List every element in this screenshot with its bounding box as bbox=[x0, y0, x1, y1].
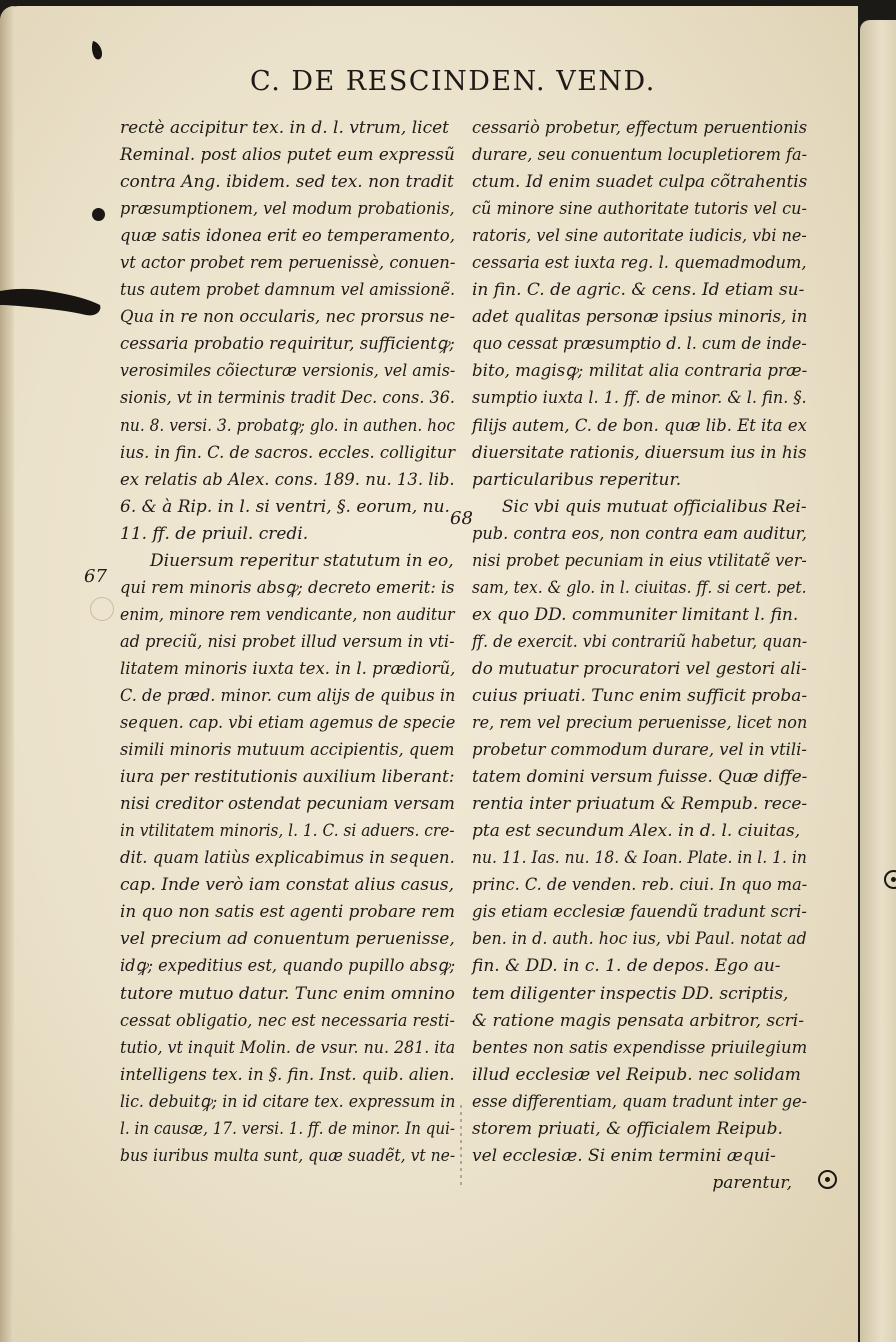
text-line: nisi creditor ostendat pecuniam versam bbox=[120, 794, 455, 815]
text-line: ex quo DD. communiter limitant l. fin. bbox=[472, 604, 799, 625]
paragraph-start-line: Diuersum reperitur statutum in eo, bbox=[150, 550, 454, 571]
text-line: ctum. Id enim suadet culpa cõtrahentis bbox=[472, 172, 808, 193]
left-text-column bbox=[120, 115, 455, 1170]
text-line: bentes non satis expendisse priuilegium bbox=[472, 1037, 808, 1058]
text-line: diuersitate rationis, diuersum ius in his bbox=[472, 442, 807, 463]
text-line: vt actor probet rem peruenissè, conuen- bbox=[120, 253, 456, 274]
text-line: qui rem minoris absꝙ; decreto emerit: is bbox=[120, 577, 455, 598]
text-line: vel ecclesiæ. Si enim termini æqui- bbox=[472, 1145, 776, 1166]
text-line: ff. de exercit. vbi contrariũ habetur, quan- bbox=[472, 631, 808, 652]
text-line: adet qualitas personæ ipsius minoris, in bbox=[472, 307, 808, 328]
text-line: iura per restitutionis auxilium liberant: bbox=[120, 767, 455, 788]
text-line: dit. quam latiùs explicabimus in sequen. bbox=[120, 848, 455, 869]
text-line: nu. 11. Ias. nu. 18. & Ioan. Plate. in l. 1. in bbox=[472, 848, 807, 869]
catchword: parentur, bbox=[712, 1172, 792, 1193]
text-line: ex relatis ab Alex. cons. 189. nu. 13. lib. bbox=[120, 469, 455, 490]
text-line: esse differentiam, quam tradunt inter ge- bbox=[472, 1091, 807, 1112]
pencil-bracket-mark bbox=[458, 1105, 464, 1185]
text-line: gis etiam ecclesiæ fauendũ tradunt scri- bbox=[472, 902, 807, 923]
text-line: ben. in d. auth. hoc ius, vbi Paul. notat ad bbox=[472, 929, 807, 950]
margin-number-68: 68 bbox=[450, 508, 473, 529]
text-line: Reminal. post alios putet eum expressũ bbox=[120, 145, 455, 166]
text-line: ad preciũ, nisi probet illud versum in vti- bbox=[120, 631, 455, 652]
text-line: cap. Inde verò iam constat alius casus, bbox=[120, 875, 455, 896]
right-text-column bbox=[472, 115, 807, 1197]
text-line: lic. debuitꝙ; in id citare tex. expressum in bbox=[120, 1091, 456, 1112]
text-line: & ratione magis pensata arbitror, scri- bbox=[472, 1010, 804, 1031]
faint-ring-mark bbox=[90, 597, 114, 621]
text-line: filijs autem, C. de bon. quæ lib. Et ita ex bbox=[472, 415, 807, 436]
text-line: tus autem probet damnum vel amissionẽ. bbox=[120, 280, 456, 301]
running-head: C. DE RESCINDEN. VEND. bbox=[250, 66, 656, 97]
text-line: rentia inter priuatum & Rempub. rece- bbox=[472, 794, 808, 815]
text-line: Qua in re non occularis, nec prorsus ne- bbox=[120, 307, 456, 328]
text-line: contra Ang. ibidem. sed tex. non tradit bbox=[120, 172, 454, 193]
text-line: in vtilitatem minoris, l. 1. C. si aduers. cre- bbox=[120, 821, 455, 842]
ink-blot-mark bbox=[90, 40, 104, 62]
text-line: tutio, vt inquit Molin. de vsur. nu. 281. ita bbox=[120, 1037, 456, 1058]
text-line: verosimiles cõiecturæ versionis, vel amis- bbox=[120, 361, 456, 382]
text-line: præsumptionem, vel modum probationis, bbox=[120, 199, 455, 220]
text-line: quo cessat præsumptio d. l. cum de inde- bbox=[472, 334, 807, 355]
text-line: sumptio iuxta l. 1. ff. de minor. & l. fin. §. bbox=[472, 388, 807, 409]
text-line: fin. & DD. in c. 1. de depos. Ego au- bbox=[472, 956, 781, 977]
text-line: quæ satis idonea erit eo temperamento, bbox=[120, 226, 455, 247]
margin-bullet-mark bbox=[92, 208, 105, 221]
text-line: 11. ff. de priuil. credi. bbox=[120, 523, 309, 544]
text-line: tutore mutuo datur. Tunc enim omnino bbox=[120, 983, 455, 1004]
text-line: probetur commodum durare, vel in vtili- bbox=[472, 740, 807, 761]
text-line: cũ minore sine authoritate tutoris vel cu- bbox=[472, 199, 807, 220]
text-line: tem diligenter inspectis DD. scriptis, bbox=[472, 983, 789, 1004]
text-line: sam, tex. & glo. in l. ciuitas. ff. si cert. pet. bbox=[472, 577, 807, 598]
text-line: bus iuribus multa sunt, quæ suadẽt, vt ne- bbox=[120, 1145, 456, 1166]
text-line: vel precium ad conuentum peruenisse, bbox=[120, 929, 455, 950]
text-line: cuius priuati. Tunc enim sufficit proba- bbox=[472, 685, 808, 706]
text-line: cessaria est iuxta reg. l. quemadmodum, bbox=[472, 253, 807, 274]
facing-page-edge bbox=[860, 20, 896, 1342]
text-line: cessaria probatio requiritur, sufficientꝙ; bbox=[120, 334, 455, 355]
text-line: l. in causæ, 17. versi. 1. ff. de minor. In qui- bbox=[120, 1118, 456, 1139]
ink-stain-mark bbox=[0, 283, 102, 321]
text-line: nisi probet pecuniam in eius vtilitatẽ ver- bbox=[472, 550, 807, 571]
text-line: cessariò probetur, effectum peruentionis bbox=[472, 118, 808, 138]
text-line: enim, minore rem vendicante, non auditur bbox=[120, 604, 455, 625]
text-line: tatem domini versum fuisse. Quæ diffe- bbox=[472, 767, 808, 788]
text-line: do mutuatur procuratori vel gestori ali- bbox=[472, 658, 807, 679]
text-line: ratoris, vel sine autoritate iudicis, vbi ne- bbox=[472, 226, 807, 247]
text-line: ius. in fin. C. de sacros. eccles. colligitur bbox=[120, 442, 456, 463]
text-line: illud ecclesiæ vel Reipub. nec solidam bbox=[472, 1064, 801, 1085]
text-line: simili minoris mutuum accipientis, quem bbox=[120, 740, 455, 761]
text-line: particularibus reperitur. bbox=[472, 469, 682, 490]
text-line: durare, seu conuentum locupletiorem fa- bbox=[472, 145, 808, 166]
text-line: C. de præd. minor. cum alijs de quibus in bbox=[120, 685, 456, 706]
text-line: in fin. C. de agric. & cens. Id etiam su- bbox=[472, 280, 805, 301]
text-line: sionis, vt in terminis tradit Dec. cons. 36. bbox=[120, 388, 455, 409]
margin-number-67: 67 bbox=[84, 566, 107, 587]
circle-dot-mark bbox=[818, 1170, 837, 1189]
text-line: pta est secundum Alex. in d. l. ciuitas, bbox=[472, 821, 801, 842]
text-line: cessat obligatio, nec est necessaria resti- bbox=[120, 1010, 455, 1031]
text-line: princ. C. de venden. reb. ciui. In quo ma- bbox=[472, 875, 808, 896]
text-line: intelligens tex. in §. fin. Inst. quib. alien. bbox=[120, 1064, 455, 1085]
circle-dot-mark-edge bbox=[884, 870, 896, 889]
page-left-edge bbox=[0, 6, 14, 1342]
paragraph-start-line: Sic vbi quis mutuat officialibus Rei- bbox=[501, 496, 807, 517]
text-line: re, rem vel precium peruenisse, licet non bbox=[472, 713, 808, 734]
text-line: nu. 8. versi. 3. probatꝙ; glo. in authen. hoc bbox=[120, 415, 455, 436]
text-line: storem priuati, & officialem Reipub. bbox=[472, 1118, 783, 1139]
text-line: 6. & à Rip. in l. si ventri, §. eorum, nu. bbox=[120, 496, 450, 517]
text-line: idꝙ; expeditius est, quando pupillo absꝙ; bbox=[120, 956, 456, 977]
text-line: bito, magisꝙ; militat alia contraria præ- bbox=[472, 361, 808, 382]
text-line: pub. contra eos, non contra eam auditur, bbox=[472, 523, 807, 544]
text-line: rectè accipitur tex. in d. l. vtrum, licet bbox=[120, 118, 449, 138]
text-line: in quo non satis est agenti probare rem bbox=[120, 902, 455, 923]
text-line: sequen. cap. vbi etiam agemus de specie bbox=[120, 713, 456, 734]
text-line: litatem minoris iuxta tex. in l. prædiorũ, bbox=[120, 658, 456, 679]
